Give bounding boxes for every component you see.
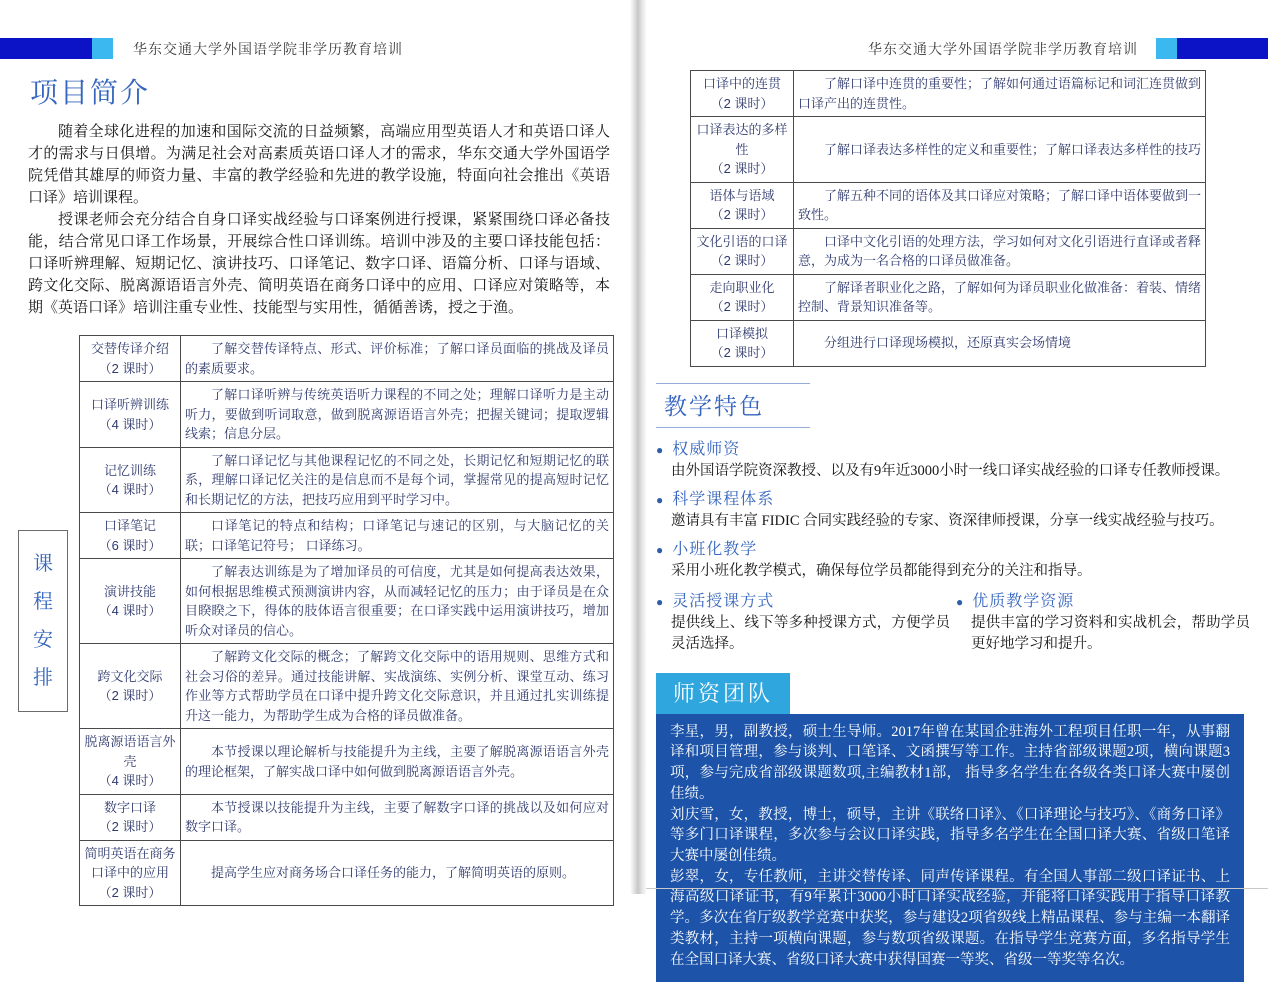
- course-desc-cell: [181, 729, 614, 795]
- course-name: 语体与语域: [709, 187, 775, 203]
- table-row: [691, 320, 1206, 366]
- course-desc: 了解口译听辨与传统英语听力课程的不同之处；理解口译听力是主动听力，要做到听词取意，做到脱离源语语言外壳；把握关键词；提取逻辑线索；信息分层。: [185, 387, 609, 442]
- course-desc: 了解口译中连贯的重要性；了解如何通过语篇标记和词汇连贯做到口译产出的连贯性。: [798, 76, 1202, 111]
- course-name-cell: [80, 840, 181, 906]
- table-row: [80, 644, 614, 729]
- course-name: 口译中的连贯: [702, 76, 781, 91]
- features-list: [656, 436, 1268, 659]
- course-name: 口译笔记: [103, 518, 156, 534]
- course-name-cell: [80, 336, 181, 382]
- table-row: [691, 182, 1206, 228]
- course-desc: 了解表达训练是为了增加译员的可信度，尤其是如何提高表达效果，如何根据思维模式预测演讲内容，从而减轻记忆的压力；由于译员是在众目睽睽之下，得体的肢体语言很重要；在口译实践中运用演讲技巧，增加听众对译员的信心。: [185, 564, 609, 638]
- course-hours: （2 课时）: [710, 95, 774, 111]
- course-hours: （2 课时）: [710, 253, 774, 268]
- course-name: 跨文化交际: [97, 668, 163, 684]
- course-name-cell: [80, 513, 181, 559]
- course-name-cell: [691, 320, 794, 366]
- feature-desc: 提供丰富的学习资料和实战机会，帮助学员更好地学习和提升。: [971, 614, 1250, 652]
- course-name-cell: [691, 228, 794, 274]
- course-desc-cell: [181, 382, 614, 448]
- course-desc: 了解交替传译特点、形式、评价标准；了解口译员面临的挑战及译员的素质要求。: [185, 341, 609, 376]
- course-name-cell: [691, 71, 794, 117]
- course-desc: 了解译者职业化之路，了解如何为译员职业化做准备：着装、情绪控制、背景知识准备等。: [798, 279, 1202, 314]
- header-square-light: [1156, 38, 1177, 59]
- bullet-icon: ●: [656, 594, 665, 609]
- table-row: [80, 794, 614, 840]
- feature-title: 灵活授课方式: [672, 592, 775, 610]
- table-row: [80, 382, 614, 448]
- course-table-right: [690, 70, 1206, 367]
- course-name-cell: [691, 182, 794, 228]
- header-title-right: 华东交通大学外国语学院非学历教育培训: [868, 42, 1138, 58]
- course-hours: （2 课时）: [98, 688, 162, 704]
- page-right: [646, 0, 1268, 968]
- table-row: [80, 447, 614, 513]
- course-hours: （2 课时）: [710, 345, 774, 360]
- bullet-icon: ●: [656, 442, 665, 457]
- course-hours: （2 课时）: [98, 360, 162, 376]
- faculty-team-box: [656, 714, 1244, 982]
- course-name: 数字口译: [103, 799, 156, 815]
- course-name: 走向职业化: [709, 279, 775, 295]
- course-name: 记忆训练: [103, 462, 156, 478]
- course-desc-cell: [181, 644, 614, 729]
- page-bottom-rule: [646, 888, 1268, 889]
- course-desc: 口译中文化引语的处理方法，学习如何对文化引语进行直译或者释意，为成为一名合格的口译员做准备。: [798, 233, 1202, 268]
- course-hours: （2 课时）: [710, 299, 774, 314]
- features-two-columns: [656, 584, 1268, 659]
- bullet-icon: ●: [956, 594, 965, 609]
- course-name-cell: [80, 729, 181, 795]
- course-schedule-vertical-label: 课程安排: [18, 530, 68, 712]
- page-title-project-intro: 项目简介: [30, 78, 151, 109]
- course-desc: 了解口译表达多样性的定义和重要性；了解口译表达多样性的技巧: [824, 141, 1202, 157]
- course-hours: （4 课时）: [98, 416, 162, 432]
- course-name: 口译听辨训练: [90, 397, 169, 413]
- course-desc: 本节授课以理论解析与技能提升为主线，主要了解脱离源语语言外壳的理论框架，了解实战口译中如何做到脱离源语语言外壳。: [185, 744, 609, 779]
- feature-item: [956, 584, 1256, 657]
- feature-desc: 邀请具有丰富 FIDIC 合同实践经验的专家、资深律师授课，分享一线实战经验与技巧。: [671, 512, 1224, 529]
- feature-title: 权威师资: [672, 440, 741, 458]
- table-row: [80, 840, 614, 906]
- course-name-cell: [691, 117, 794, 183]
- course-desc-cell: [794, 117, 1206, 183]
- course-desc-cell: [794, 182, 1206, 228]
- intro-paragraph-2: 授课老师会充分结合自身口译实战经验与口译案例进行授课，紧紧围绕口译必备技能，结合常见口译工作场景，开展综合性口译训练。培训中涉及的主要口译技能包括：口译听辨理解、短期记忆、演讲技巧、口译笔记、数字口译、语篇分析、口译与语域、跨文化交际、脱离源语语言外壳、简明英语在商务口译中的应用、口译应对策略等，本期《英语口译》培训注重专业性、技能型与实用性，循循善诱，授之于渔。: [28, 212, 610, 317]
- course-name: 交替传译介绍: [90, 341, 169, 357]
- course-name: 脱离源语语言外壳: [84, 734, 176, 769]
- course-name: 文化引语的口译: [696, 233, 788, 249]
- course-desc-cell: [794, 71, 1206, 117]
- course-name-cell: [80, 382, 181, 448]
- header-title-left: 华东交通大学外国语学院非学历教育培训: [133, 42, 403, 58]
- course-name-cell: [80, 644, 181, 729]
- header-bar-dark: [1177, 38, 1268, 59]
- faculty-bio: 李星，男，副教授，硕士生导师。2017年曾在某国企驻海外工程项目任职一年，从事翻译和项目管理，参与谈判、口笔译、文函撰写等工作。主持省部级课题2项，横向课题3项，参与完成省部级课题数项,主编教材1部， 指导多名学生在各级各类口译大赛中屡创佳绩。: [670, 723, 1230, 802]
- page-header-right: [646, 38, 1268, 59]
- course-hours: （6 课时）: [98, 537, 162, 553]
- course-desc-cell: [794, 320, 1206, 366]
- course-name: 口译模拟: [715, 325, 768, 341]
- header-bar-dark: [0, 38, 92, 59]
- course-desc-cell: [181, 794, 614, 840]
- feature-title: 优质教学资源: [972, 592, 1075, 610]
- course-name: 简明英语在商务口译中的应用: [84, 845, 176, 881]
- course-table-left: [79, 335, 614, 906]
- course-hours: （2 课时）: [98, 884, 162, 900]
- course-name-cell: [691, 274, 794, 320]
- feature-title: 小班化教学: [672, 540, 758, 558]
- course-desc: 分组进行口译现场模拟，还原真实会场情境: [824, 335, 1072, 351]
- table-row: [691, 228, 1206, 274]
- course-hours: （2 课时）: [710, 161, 774, 176]
- course-name-cell: [80, 559, 181, 644]
- course-desc-cell: [181, 513, 614, 559]
- course-desc-cell: [181, 336, 614, 382]
- bullet-icon: ●: [656, 542, 665, 557]
- table-row: [691, 274, 1206, 320]
- course-desc-cell: [794, 274, 1206, 320]
- bullet-icon: ●: [656, 492, 665, 507]
- course-hours: （4 课时）: [98, 482, 162, 498]
- feature-item: [656, 436, 1268, 482]
- course-desc: 本节授课以技能提升为主线，主要了解数字口译的挑战以及如何应对数字口译。: [185, 799, 609, 835]
- table-row: [80, 336, 614, 382]
- page-title-teaching-features: 教学特色: [656, 383, 810, 428]
- course-name-cell: [80, 794, 181, 840]
- intro-paragraph-1: 随着全球化进程的加速和国际交流的日益频繁，高端应用型英语人才和英语口译人才的需求与日俱增。为满足社会对高素质英语口译人才的需求，华东交通大学外国语学院凭借其雄厚的师资力量、丰富的教学经验和先进的教学设施，特面向社会推出《英语口译》培训课程。: [28, 124, 610, 207]
- course-hours: （4 课时）: [98, 603, 162, 619]
- page-header-left: [0, 38, 634, 59]
- faculty-team-banner: 师资团队: [656, 673, 790, 714]
- feature-desc: 由外国语学院资深教授、以及有9年近3000小时一线口译实战经验的口译专任教师授课。: [671, 462, 1230, 479]
- course-name: 演讲技能: [103, 583, 156, 599]
- course-desc: 口译笔记的特点和结构；口译笔记与速记的区别，与大脑记忆的关联；口译笔记符号； 口译练习。: [185, 518, 609, 553]
- table-row: [691, 71, 1206, 117]
- table-row: [80, 559, 614, 644]
- course-desc-cell: [181, 840, 614, 906]
- course-desc-cell: [794, 228, 1206, 274]
- faculty-bio: 彭翠，女，专任教师，主讲交替传译、同声传译课程。有全国人事部二级口译证书、上海高级口译证书，有9年累计3000小时口译实战经验，并能将口译实践用于指导口译教学。多次在省厅级教学竞赛中获奖，参与建设2项省级线上精品课程、参与主编一本翻译类教材，主持一项横向课题，参与数项省级课题。在指导学生竞赛方面，多名指导学生在全国口译大赛、省级口译大赛中获得国赛一等奖、省级一等奖等名次。: [670, 868, 1230, 968]
- table-row: [80, 729, 614, 795]
- feature-desc: 采用小班化教学模式，确保每位学员都能得到充分的关注和指导。: [671, 562, 1092, 579]
- feature-desc: 提供线上、线下等多种授课方式，方便学员灵活选择。: [671, 614, 950, 652]
- course-schedule-section: [18, 335, 634, 906]
- feature-item: [656, 486, 1268, 532]
- feature-title: 科学课程体系: [672, 490, 775, 508]
- table-row: [691, 117, 1206, 183]
- course-hours: （2 课时）: [98, 819, 162, 835]
- course-desc: 了解五种不同的语体及其口译应对策略；了解口译中语体要做到一致性。: [798, 187, 1202, 222]
- page-left: [0, 0, 634, 900]
- header-square-light: [92, 38, 113, 59]
- table-row: [80, 513, 614, 559]
- course-hours: （2 课时）: [710, 207, 774, 222]
- course-desc: 提高学生应对商务场合口译任务的能力，了解简明英语的原则。: [211, 865, 576, 881]
- course-desc: 了解跨文化交际的概念；了解跨文化交际中的语用规则、思维方式和社会习俗的差异。通过技能讲解、实战演练、实例分析、课堂互动、练习作业等方式帮助学员在口译中提升跨文化交际意识，并且通过扎实训练提升这一能力，为帮助学生成为合格的译员做准备。: [185, 649, 609, 723]
- feature-item: [656, 536, 1268, 582]
- feature-item: [656, 584, 956, 657]
- course-name-cell: [80, 447, 181, 513]
- course-name: 口译表达的多样性: [696, 122, 788, 157]
- course-hours: （4 课时）: [98, 773, 162, 789]
- course-desc: 了解口译记忆与其他课程记忆的不同之处，长期记忆和短期记忆的联系，理解口译记忆关注的是信息而不是每个词，掌握常见的提高短时记忆和长期记忆的方法，把技巧应用到平时学习中。: [185, 452, 609, 507]
- faculty-bio: 刘庆雪，女，教授，博士，硕导，主讲《联络口译》、《口译理论与技巧》、《商务口译》等多门口译课程，多次参与会议口译实践，指导多名学生在全国口译大赛、省级口笔译大赛中屡创佳绩。: [670, 806, 1230, 864]
- course-desc-cell: [181, 559, 614, 644]
- course-desc-cell: [181, 447, 614, 513]
